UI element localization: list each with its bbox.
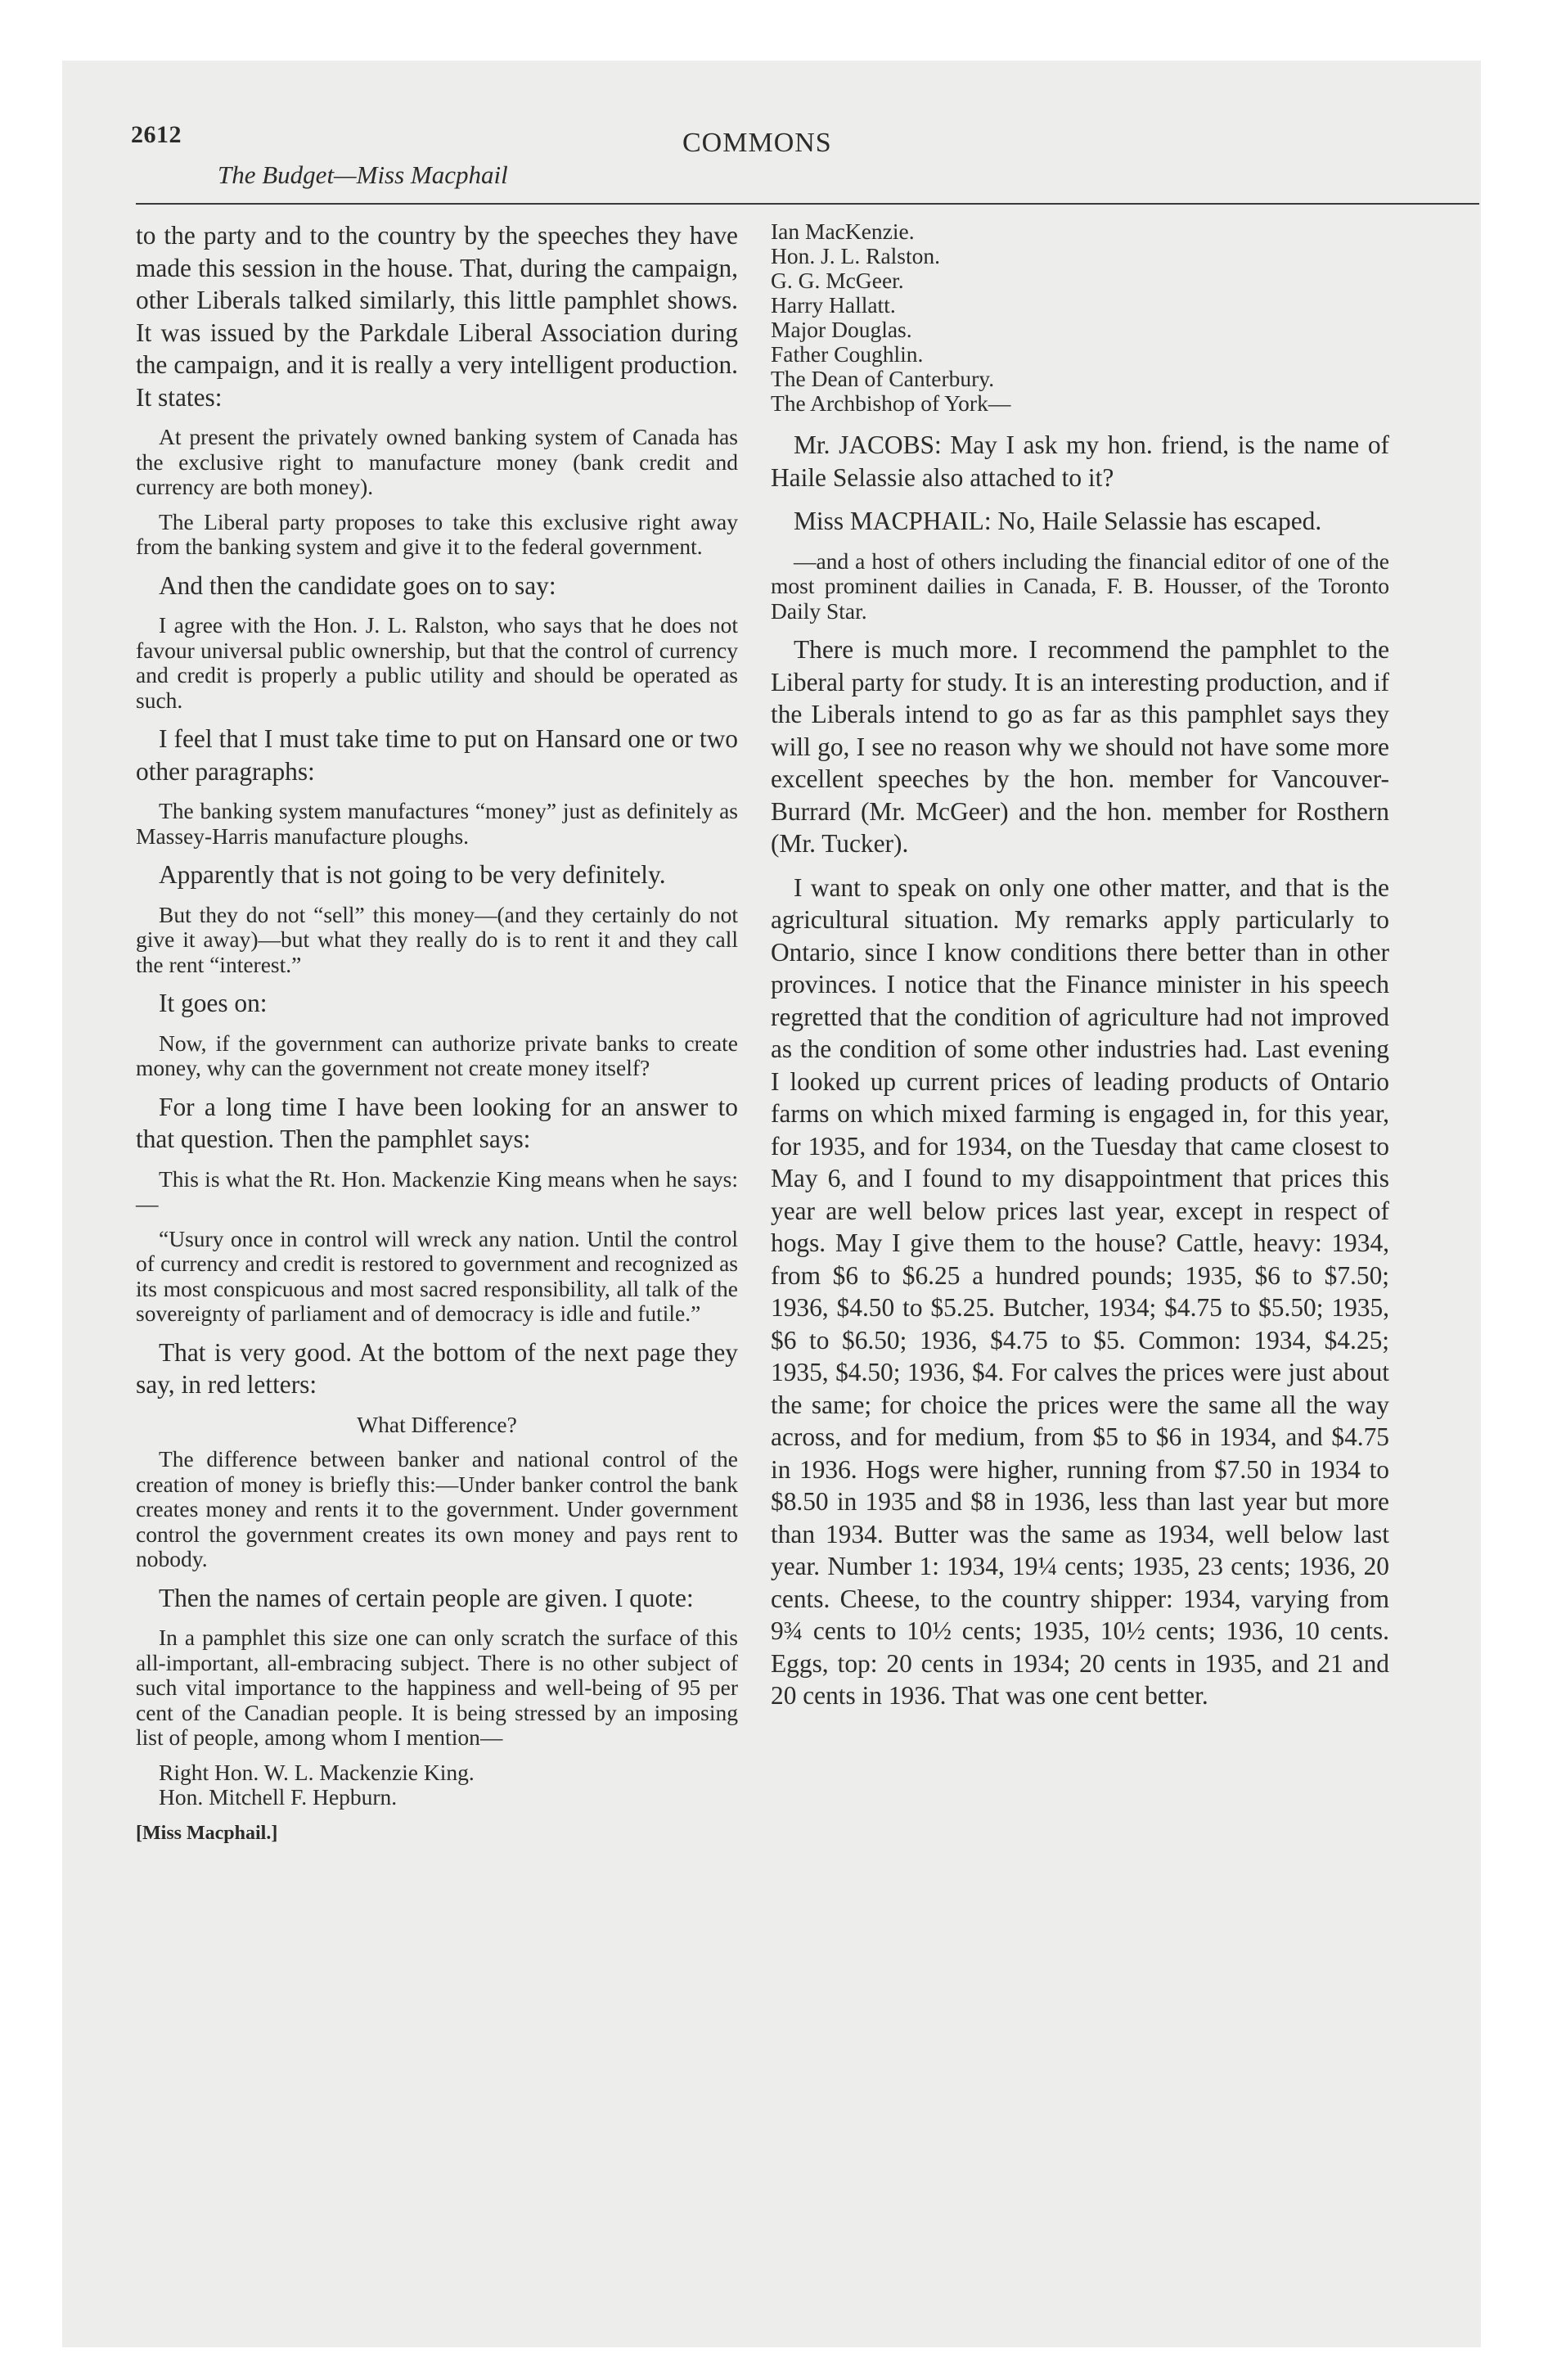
quoted-paragraph: In a pamphlet this size one can only scratch the surface of this all-important, all-embracing subject. There is no other subject of such vital importance to the happiness and well-being of 95 per cent of the Canadian people. It is being stressed by an imposing list of people, among whom I mention—: [136, 1625, 738, 1750]
body-paragraph: That is very good. At the bottom of the next page they say, in red letters:: [136, 1337, 738, 1399]
right-column: [771, 219, 1389, 1724]
name-list-item: Hon. Mitchell F. Hepburn.: [159, 1783, 398, 1810]
running-head-title: COMMONS: [682, 128, 832, 158]
quoted-paragraph: Now, if the government can authorize private banks to create money, why can the government not create money itself?: [136, 1030, 738, 1080]
name-list: [771, 219, 1389, 416]
name-list-item: Harry Hallatt.: [771, 292, 896, 318]
quoted-paragraph: The Liberal party proposes to take this exclusive right away from the banking system and give it to the federal government.: [136, 508, 738, 559]
running-head-subtitle: The Budget—Miss Macphail: [218, 160, 508, 189]
name-list: [136, 1760, 738, 1810]
body-paragraph: Then the names of certain people are given. I quote:: [159, 1583, 694, 1612]
quoted-paragraph: —and a host of others including the financial editor of one of the most prominent dailies in Canada, F. B. Housser, of the Toronto Daily Star.: [771, 548, 1389, 624]
speaker-tag: [Miss Macphail.]: [136, 1822, 278, 1844]
quoted-paragraph: The banking system manufactures “money” just as definitely as Massey-Harris manufacture ploughs.: [136, 798, 738, 849]
body-paragraph: I feel that I must take time to put on Hansard one or two other paragraphs:: [136, 724, 738, 786]
quoted-paragraph: “Usury once in control will wreck any nation. Until the control of currency and credit is restored to government and recognized as its most conspicuous and most sacred responsibility, all talk of the sovereignty of parliament and of democracy is idle and futile.”: [136, 1225, 738, 1326]
body-paragraph: Miss MACPHAIL: No, Haile Selassie has escaped.: [794, 507, 1322, 535]
name-list-item: Right Hon. W. L. Mackenzie King.: [159, 1759, 475, 1785]
body-paragraph: I want to speak on only one other matter, and that is the agricultural situation. My remarks apply particularly to Ontario, since I know conditions there better than in other provinces. I notice that the Finance minister in his speech regretted that the condition of agriculture had not improved as the condition of some other industries had. Last evening I looked up current prices of leading products of Ontario farms on which mixed farming is engaged in, for this year, for 1935, and for 1934, on the Tuesday that came closest to May 6, and I found to my disappointment that prices this year are well below prices last year, except in respect of hogs. May I give them to the house? Cattle, heavy: 1934, from $6 to $6.25 a hundred pounds; 1935, $6 to $7.50; 1936, $4.50 to $5.25. Butcher, 1934; $4.75 to $5.50; 1935, $6 to $6.50; 1936, $4.75 to $5. Common: 1934, $4.25; 1935, $4.50; 1936, $4. For calves the prices were just about the same; for choice the prices were the same all the way across, and for medium, from $5 to $6 in 1934, and $4.75 in 1936. Hogs were higher, running from $7.50 in 1934 to $8.50 in 1935 and $8 in 1936, less than last year but more than 1934. Butter was the same as 1934, well below last year. Number 1: 1934, 19¼ cents; 1935, 23 cents; 1936, 20 cents. Cheese, to the country shipper: 1934, varying from 9¾ cents to 10½ cents; 1935, 10½ cents; 1936, 10 cents. Eggs, top: 20 cents in 1934; 20 cents in 1935, and 21 and 20 cents in 1936. That was one cent better.: [771, 872, 1389, 1710]
quoted-paragraph: But they do not “sell” this money—(and they certainly do not give it away)—but what they really do is to rent it and they call the rent “interest.”: [136, 901, 738, 977]
body-paragraph: For a long time I have been looking for an answer to that question. Then the pamphlet says:: [136, 1092, 738, 1153]
body-paragraph: There is much more. I recommend the pamphlet to the Liberal party for study. It is an interesting production, and if the Liberals intend to go as far as this pamphlet says they will go, I see no reason why we should not have some more excellent speeches by the hon. member for Vancouver-Burrard (Mr. McGeer) and the hon. member for Rosthern (Mr. Tucker).: [771, 635, 1389, 858]
quoted-paragraph: This is what the Rt. Hon. Mackenzie King means when he says:—: [136, 1165, 738, 1216]
header-rule: [136, 203, 1479, 205]
quoted-paragraph: The difference between banker and national control of the creation of money is briefly this:—Under banker control the bank creates money and rents it to the government. Under government control the government creates its own money and pays rent to nobody.: [136, 1446, 738, 1571]
body-paragraph: to the party and to the country by the speeches they have made this session in the house. That, during the campaign, other Liberals talked similarly, this little pamphlet shows. It was issued by the Parkdale Liberal Association during the campaign, and it is really a very intelligent production. It states:: [136, 221, 738, 412]
quoted-paragraph: At present the privately owned banking system of Canada has the exclusive right to manufacture money (bank credit and currency are both money).: [136, 424, 738, 499]
quoted-heading: What Difference?: [357, 1411, 517, 1437]
body-paragraph: And then the candidate goes on to say:: [159, 570, 556, 600]
page-number: 2612: [131, 121, 182, 148]
name-list-item: Father Coughlin.: [771, 341, 924, 367]
name-list-item: Major Douglas.: [771, 317, 912, 342]
body-paragraph: Apparently that is not going to be very definitely.: [159, 860, 666, 889]
quoted-paragraph: I agree with the Hon. J. L. Ralston, who says that he does not favour universal public ownership, but that the control of currency and credit is properly a public utility and should be operated as such.: [136, 612, 738, 713]
name-list-item: The Archbishop of York—: [771, 390, 1011, 416]
name-list-item: Ian MacKenzie.: [771, 219, 915, 244]
left-column: [136, 219, 738, 1845]
body-paragraph: It goes on:: [159, 989, 268, 1017]
name-list-item: The Dean of Canterbury.: [771, 366, 995, 391]
name-list-item: G. G. McGeer.: [771, 268, 904, 293]
body-paragraph: Mr. JACOBS: May I ask my hon. friend, is the name of Haile Selassie also attached to it?: [771, 430, 1389, 492]
name-list-item: Hon. J. L. Ralston.: [771, 243, 941, 268]
